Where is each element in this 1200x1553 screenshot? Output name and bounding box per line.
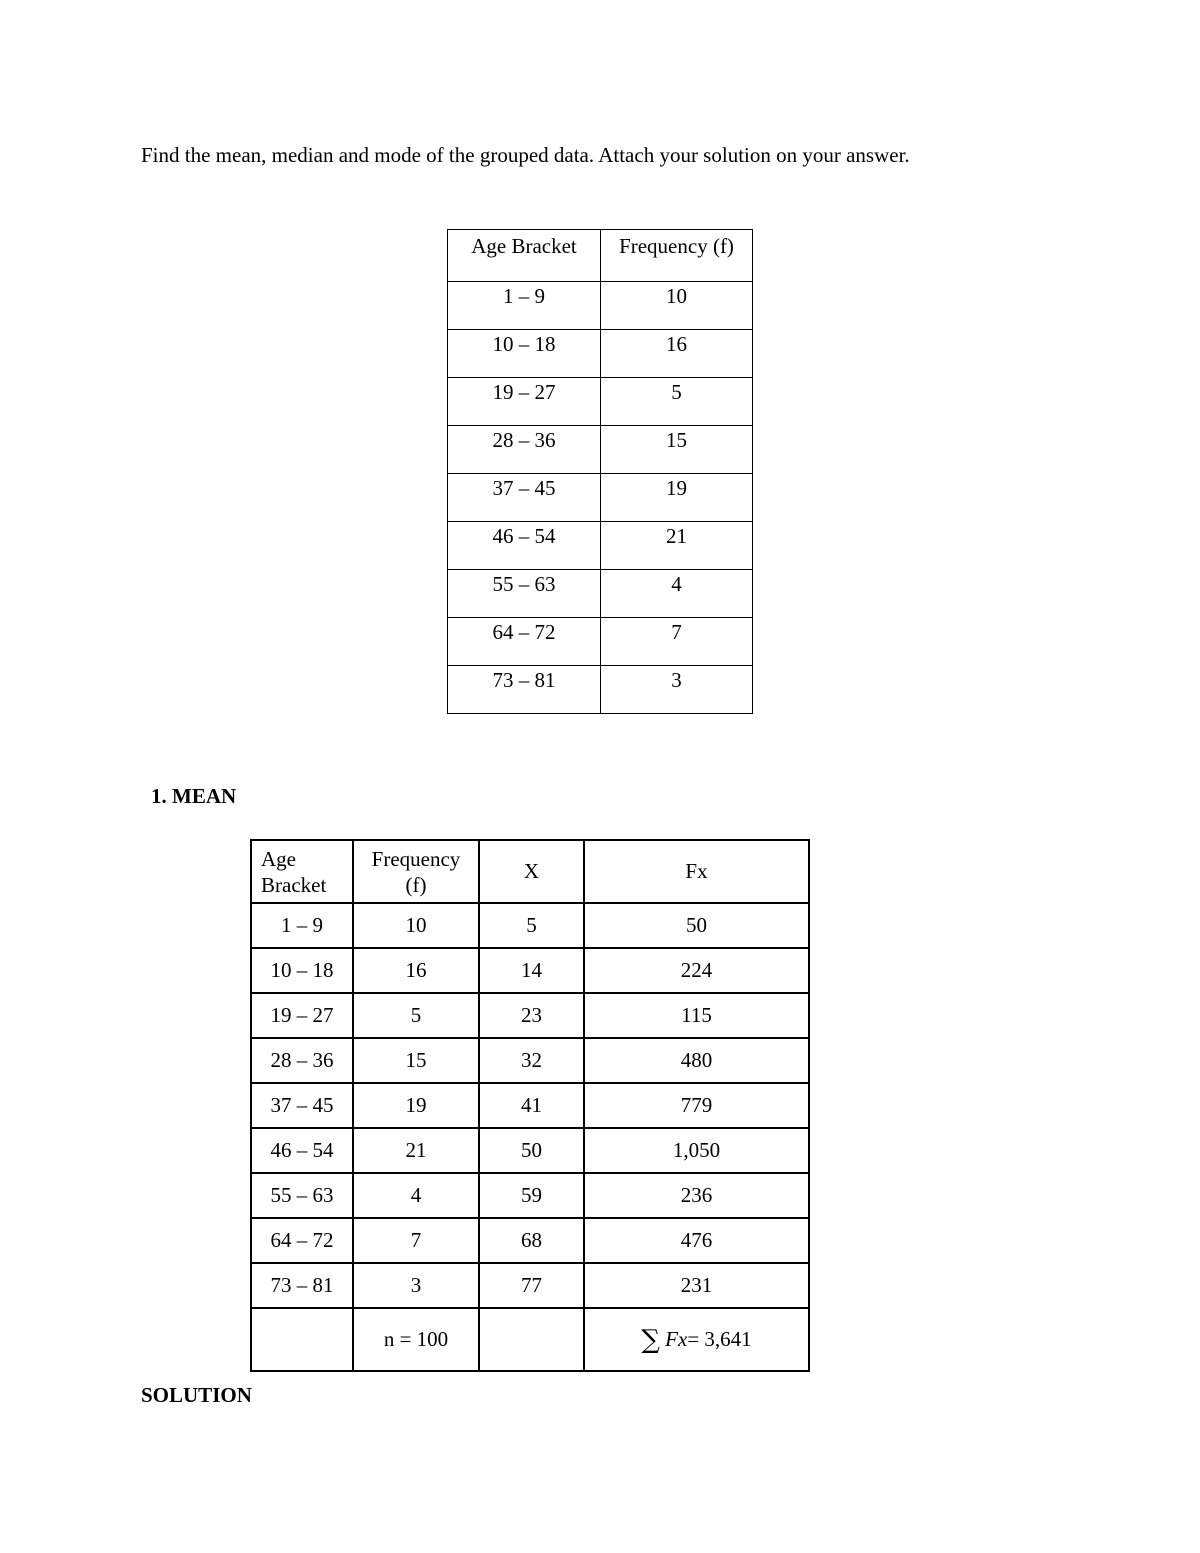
frequency-cell: 7: [353, 1218, 479, 1263]
fx-cell: 224: [584, 948, 809, 993]
table-row: [448, 426, 753, 474]
table-row: [251, 1038, 809, 1083]
age-bracket-cell: 1 – 9: [251, 903, 353, 948]
age-bracket-cell: 46 – 54: [251, 1128, 353, 1173]
fx-cell: 476: [584, 1218, 809, 1263]
age-bracket-cell: 10 – 18: [251, 948, 353, 993]
table-row: [448, 474, 753, 522]
table-row: [251, 1263, 809, 1308]
header-fx: Fx: [584, 840, 809, 903]
frequency-cell: 10: [601, 282, 753, 330]
header-freq-line1: Frequency: [371, 846, 461, 871]
frequency-table: [447, 229, 753, 714]
age-bracket-cell: 28 – 36: [251, 1038, 353, 1083]
fx-cell: 50: [584, 903, 809, 948]
age-bracket-cell: 73 – 81: [251, 1263, 353, 1308]
solution-label: SOLUTION: [141, 1383, 252, 1407]
fx-cell: 779: [584, 1083, 809, 1128]
fx-cell: 236: [584, 1173, 809, 1218]
fx-cell: 231: [584, 1263, 809, 1308]
table-row: [448, 666, 753, 714]
table-header-row: [448, 230, 753, 282]
frequency-cell: 19: [601, 474, 753, 522]
summation-icon: ∑: [641, 1324, 660, 1355]
frequency-cell: 15: [601, 426, 753, 474]
frequency-cell: 7: [601, 618, 753, 666]
frequency-cell: 10: [353, 903, 479, 948]
age-bracket-cell: 55 – 63: [251, 1173, 353, 1218]
table-row: [448, 330, 753, 378]
header-age-line2: Bracket: [261, 872, 327, 897]
midpoint-cell: 32: [479, 1038, 584, 1083]
midpoint-cell: 68: [479, 1218, 584, 1263]
frequency-cell: 21: [353, 1128, 479, 1173]
table-row: [251, 1218, 809, 1263]
midpoint-cell: 14: [479, 948, 584, 993]
fx-cell: 115: [584, 993, 809, 1038]
table-row: [251, 903, 809, 948]
table-row: [448, 618, 753, 666]
age-bracket-cell: 1 – 9: [448, 282, 601, 330]
fx-cell: 480: [584, 1038, 809, 1083]
age-bracket-cell: 64 – 72: [251, 1218, 353, 1263]
age-bracket-cell: 19 – 27: [448, 378, 601, 426]
frequency-cell: 19: [353, 1083, 479, 1128]
age-bracket-cell: 19 – 27: [251, 993, 353, 1038]
frequency-cell: 3: [353, 1263, 479, 1308]
mean-computation-table: [250, 839, 810, 1372]
table-row: [251, 1083, 809, 1128]
age-bracket-cell: 64 – 72: [448, 618, 601, 666]
table-row: [251, 948, 809, 993]
empty-cell: [251, 1308, 353, 1371]
table-row: [448, 378, 753, 426]
midpoint-cell: 41: [479, 1083, 584, 1128]
age-bracket-cell: 37 – 45: [251, 1083, 353, 1128]
age-bracket-cell: 10 – 18: [448, 330, 601, 378]
total-fx-label: Fx: [665, 1326, 688, 1351]
midpoint-cell: 5: [479, 903, 584, 948]
table-row: [251, 993, 809, 1038]
frequency-cell: 4: [353, 1173, 479, 1218]
empty-cell: [479, 1308, 584, 1371]
frequency-cell: 21: [601, 522, 753, 570]
midpoint-cell: 50: [479, 1128, 584, 1173]
frequency-cell: 15: [353, 1038, 479, 1083]
midpoint-cell: 59: [479, 1173, 584, 1218]
fx-cell: 1,050: [584, 1128, 809, 1173]
header-age-bracket: [251, 840, 353, 903]
midpoint-cell: 77: [479, 1263, 584, 1308]
header-freq-line2: (f): [405, 872, 427, 897]
midpoint-cell: 23: [479, 993, 584, 1038]
frequency-cell: 4: [601, 570, 753, 618]
frequency-cell: 5: [353, 993, 479, 1038]
table-row: [448, 282, 753, 330]
total-n-cell: n = 100: [353, 1308, 479, 1371]
total-fx-value: = 3,641: [687, 1326, 752, 1351]
age-bracket-cell: 55 – 63: [448, 570, 601, 618]
frequency-cell: 5: [601, 378, 753, 426]
header-x: X: [479, 840, 584, 903]
age-bracket-cell: 37 – 45: [448, 474, 601, 522]
table-header-row: [251, 840, 809, 903]
table-row: [448, 570, 753, 618]
frequency-cell: 16: [601, 330, 753, 378]
header-frequency: [353, 840, 479, 903]
table-row: [251, 1128, 809, 1173]
table-row: [251, 1173, 809, 1218]
total-fx-cell: [584, 1308, 809, 1371]
header-frequency: Frequency (f): [601, 230, 753, 282]
totals-row: [251, 1308, 809, 1371]
header-age-line1: Age: [261, 846, 296, 871]
table-row: [448, 522, 753, 570]
age-bracket-cell: 46 – 54: [448, 522, 601, 570]
frequency-cell: 3: [601, 666, 753, 714]
header-age-bracket: Age Bracket: [448, 230, 601, 282]
instruction-text: Find the mean, median and mode of the grouped data. Attach your solution on your answer.: [141, 143, 910, 167]
age-bracket-cell: 73 – 81: [448, 666, 601, 714]
age-bracket-cell: 28 – 36: [448, 426, 601, 474]
mean-section-title: 1. MEAN: [151, 784, 237, 808]
frequency-cell: 16: [353, 948, 479, 993]
